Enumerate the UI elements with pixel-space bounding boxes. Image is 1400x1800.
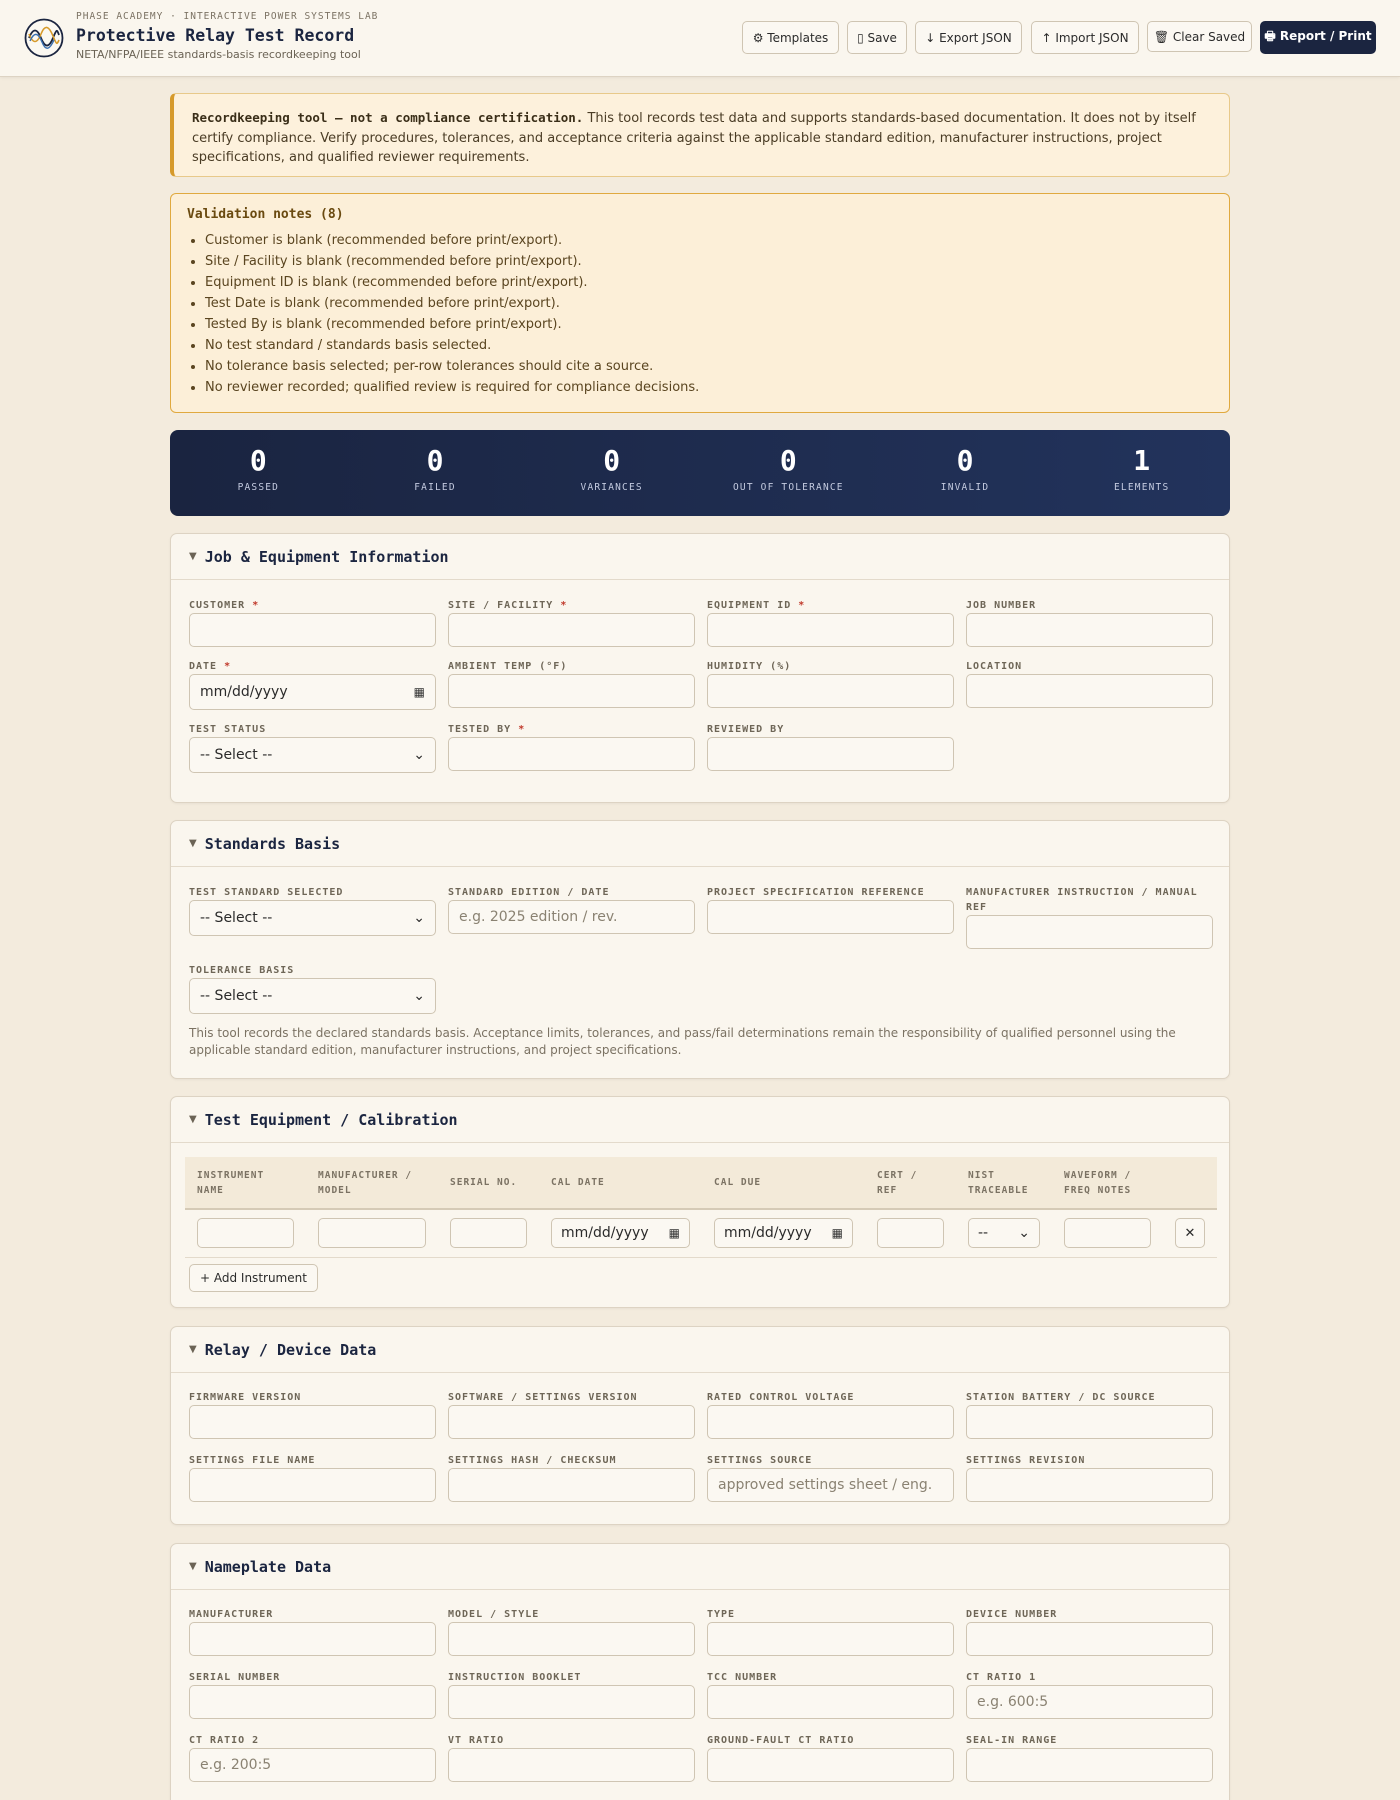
export-json-button[interactable]: ↓ Export JSON: [915, 21, 1022, 54]
settings-hash-label: SETTINGS HASH / CHECKSUM: [448, 1455, 617, 1466]
battery-field[interactable]: [966, 1405, 1213, 1439]
standards-hint: This tool records the declared standards basis. Acceptance limits, tolerances, and pass/fail determinations remain the responsibility of qualified personnel using the applicable standard edition, manufacturer instructions, and project specifications.: [189, 1026, 1176, 1057]
vt-ratio-label: VT RATIO: [448, 1735, 505, 1746]
stat-out-of-tolerance: 0 OUT OF TOLERANCE: [732, 444, 844, 493]
tolerance-basis-select[interactable]: -- Select -- ⌄: [189, 978, 436, 1014]
test-status-select[interactable]: -- Select -- ⌄: [189, 737, 436, 773]
column-header: CAL DATE: [539, 1157, 702, 1209]
battery-label: STATION BATTERY / DC SOURCE: [966, 1392, 1156, 1403]
page-title: Protective Relay Test Record: [76, 26, 355, 45]
save-button[interactable]: ▯ Save: [847, 21, 907, 54]
customer-field[interactable]: [189, 613, 436, 647]
gf-ct-ratio-label: GROUND-FAULT CT RATIO: [707, 1735, 855, 1746]
table-row: [185, 1209, 1217, 1257]
settings-source-field[interactable]: approved settings sheet / eng.: [707, 1468, 954, 1502]
nameplate-section-header[interactable]: [171, 1544, 1229, 1590]
standards-basis-section: [170, 820, 1230, 1079]
section-title: Standards Basis: [204, 834, 341, 853]
brand-kicker: PHASE ACADEMY · INTERACTIVE POWER SYSTEMS LAB: [76, 11, 379, 22]
phase-wave-logo-icon: [24, 18, 64, 58]
stat-failed: 0 FAILED: [414, 444, 456, 493]
serial-no-input[interactable]: [450, 1218, 527, 1248]
column-header: MANUFACTURER / MODEL: [306, 1157, 438, 1209]
collapse-caret-icon: ▼: [189, 1114, 197, 1125]
ct-ratio-1-field[interactable]: e.g. 600:5: [966, 1685, 1213, 1719]
nist-traceable-select[interactable]: -- ⌄: [968, 1218, 1040, 1248]
test-standard-select[interactable]: -- Select -- ⌄: [189, 900, 436, 936]
validation-item: • No reviewer recorded; qualified review is required for compliance decisions.: [205, 377, 1213, 398]
software-field[interactable]: [448, 1405, 695, 1439]
section-title: Job & Equipment Information: [204, 547, 449, 566]
cert-ref-input[interactable]: [877, 1218, 944, 1248]
templates-button[interactable]: ⚙ Templates: [742, 21, 839, 54]
cal-date-input[interactable]: mm/dd/yyyy ▦: [551, 1218, 690, 1248]
validation-item: • Equipment ID is blank (recommended before print/export).: [205, 272, 1213, 293]
validation-item: • No tolerance basis selected; per-row tolerances should cite a source.: [205, 356, 1213, 377]
validation-item: • Customer is blank (recommended before print/export).: [205, 230, 1213, 251]
section-title: Relay / Device Data: [204, 1340, 377, 1359]
test-standard-label: TEST STANDARD SELECTED: [189, 887, 344, 898]
settings-hash-field[interactable]: [448, 1468, 695, 1502]
validation-title: Validation notes (8): [187, 207, 344, 222]
control-voltage-label: RATED CONTROL VOLTAGE: [707, 1392, 855, 1403]
relay-section-header[interactable]: [171, 1327, 1229, 1373]
chevron-down-icon: ⌄: [413, 910, 425, 926]
column-header: CERT / REF: [865, 1157, 956, 1209]
model-field[interactable]: [448, 1622, 695, 1656]
location-field[interactable]: [966, 674, 1213, 708]
tcc-number-field[interactable]: [707, 1685, 954, 1719]
cal-due-input[interactable]: mm/dd/yyyy ▦: [714, 1218, 853, 1248]
type-label: TYPE: [707, 1609, 736, 1620]
instruction-booklet-label: INSTRUCTION BOOKLET: [448, 1672, 582, 1683]
remove-instrument-button[interactable]: [1175, 1218, 1205, 1248]
settings-file-field[interactable]: [189, 1468, 436, 1502]
validation-item: • Site / Facility is blank (recommended before print/export).: [205, 251, 1213, 272]
humidity-label: HUMIDITY (%): [707, 661, 792, 672]
section-title: Nameplate Data: [204, 1557, 332, 1576]
reviewed-by-label: REVIEWED BY: [707, 724, 785, 735]
job-section-header[interactable]: [171, 534, 1229, 580]
reviewed-by-field[interactable]: [707, 737, 954, 771]
collapse-caret-icon: ▼: [189, 551, 197, 562]
tolerance-basis-label: TOLERANCE BASIS: [189, 965, 295, 976]
equipment-id-label: EQUIPMENT ID *: [707, 600, 806, 611]
job-number-label: JOB NUMBER: [966, 600, 1037, 611]
nameplate-section: [170, 1543, 1230, 1800]
date-field[interactable]: mm/dd/yyyy ▦: [189, 674, 436, 710]
firmware-field[interactable]: [189, 1405, 436, 1439]
job-equipment-section: [170, 533, 1230, 803]
close-icon: ✕: [1184, 1225, 1196, 1241]
settings-file-label: SETTINGS FILE NAME: [189, 1455, 316, 1466]
tested-by-label: TESTED BY *: [448, 724, 526, 735]
serial-number-label: SERIAL NUMBER: [189, 1672, 281, 1683]
humidity-field[interactable]: [707, 674, 954, 708]
chevron-down-icon: ⌄: [1018, 1225, 1030, 1242]
mfr-ref-field[interactable]: [966, 915, 1213, 949]
test-status-label: TEST STATUS: [189, 724, 267, 735]
page-subtitle: NETA/NFPA/IEEE standards-basis recordkeeping tool: [76, 48, 361, 61]
column-header-actions: [1163, 1157, 1217, 1209]
control-voltage-field[interactable]: [707, 1405, 954, 1439]
validation-item: • Test Date is blank (recommended before print/export).: [205, 293, 1213, 314]
device-number-label: DEVICE NUMBER: [966, 1609, 1058, 1620]
validation-notes: [170, 193, 1230, 413]
manufacturer-label: MANUFACTURER: [189, 1609, 274, 1620]
validation-item: • No test standard / standards basis selected.: [205, 335, 1213, 356]
instruction-booklet-field[interactable]: [448, 1685, 695, 1719]
ct-ratio-2-field[interactable]: e.g. 200:5: [189, 1748, 436, 1782]
ambient-temp-label: AMBIENT TEMP (°F): [448, 661, 568, 672]
instrument-name-input[interactable]: [197, 1218, 294, 1248]
summary-stats: [170, 430, 1230, 516]
vt-ratio-field[interactable]: [448, 1748, 695, 1782]
collapse-caret-icon: ▼: [189, 838, 197, 849]
column-header: CAL DUE: [702, 1157, 865, 1209]
equipment-id-field[interactable]: [707, 613, 954, 647]
settings-revision-field[interactable]: [966, 1468, 1213, 1502]
edition-field[interactable]: e.g. 2025 edition / rev.: [448, 900, 695, 934]
chevron-down-icon: ⌄: [413, 747, 425, 763]
location-label: LOCATION: [966, 661, 1023, 672]
stat-invalid: 0 INVALID: [940, 444, 990, 493]
stat-elements: 1 ELEMENTS: [1114, 444, 1170, 493]
top-bar: [0, 0, 1400, 77]
instrument-table: [185, 1157, 1217, 1258]
tcc-number-label: TCC NUMBER: [707, 1672, 778, 1683]
add-instrument-button[interactable]: + Add Instrument: [189, 1264, 318, 1292]
test-equipment-section: [170, 1096, 1230, 1308]
validation-item: • Tested By is blank (recommended before print/export).: [205, 314, 1213, 335]
stat-passed: 0 PASSED: [237, 444, 280, 493]
column-header: WAVEFORM / FREQ NOTES: [1052, 1157, 1163, 1209]
notice-heading: Recordkeeping tool — not a compliance certification.: [192, 110, 584, 125]
job-number-field[interactable]: [966, 613, 1213, 647]
notice-text: This tool records test data and supports standards-based documentation. It does not by itself certify compliance. Verify procedures, tolerances, and acceptance criteria against the applicable standard edition, manufacturer instructions, project specifications, and qualified reviewer requirements.: [192, 111, 1196, 165]
project-spec-field[interactable]: [707, 900, 954, 934]
ct-ratio-2-label: CT RATIO 2: [189, 1735, 260, 1746]
device-number-field[interactable]: [966, 1622, 1213, 1656]
seal-in-range-label: SEAL-IN RANGE: [966, 1735, 1058, 1746]
site-field[interactable]: [448, 613, 695, 647]
collapse-caret-icon: ▼: [189, 1344, 197, 1355]
calendar-icon[interactable]: ▦: [668, 1226, 680, 1241]
table-header-row: [185, 1157, 1217, 1209]
column-header: INSTRUMENT NAME: [185, 1157, 306, 1209]
mfr-ref-label: MANUFACTURER INSTRUCTION / MANUAL REF: [966, 887, 1198, 913]
settings-revision-label: SETTINGS REVISION: [966, 1455, 1086, 1466]
project-spec-label: PROJECT SPECIFICATION REFERENCE: [707, 887, 925, 898]
section-title: Test Equipment / Calibration: [204, 1110, 458, 1129]
compliance-notice: [170, 93, 1230, 177]
test-equipment-section-header[interactable]: [171, 1097, 1229, 1143]
site-label: SITE / FACILITY *: [448, 600, 568, 611]
report-print-button[interactable]: 🖶 Report / Print: [1260, 21, 1376, 54]
clear-saved-button[interactable]: 🗑 Clear Saved: [1147, 21, 1252, 52]
type-field[interactable]: [707, 1622, 954, 1656]
seal-in-range-field[interactable]: [966, 1748, 1213, 1782]
ambient-temp-field[interactable]: [448, 674, 695, 708]
relay-device-section: [170, 1326, 1230, 1525]
stat-variances: 0 VARIANCES: [580, 444, 643, 493]
column-header: SERIAL NO.: [438, 1157, 539, 1209]
chevron-down-icon: ⌄: [413, 988, 425, 1004]
calendar-icon[interactable]: ▦: [831, 1226, 843, 1241]
standards-section-header[interactable]: [171, 821, 1229, 867]
serial-number-field[interactable]: [189, 1685, 436, 1719]
validation-list: [187, 230, 1213, 398]
settings-source-label: SETTINGS SOURCE: [707, 1455, 813, 1466]
software-label: SOFTWARE / SETTINGS VERSION: [448, 1392, 638, 1403]
gf-ct-ratio-field[interactable]: [707, 1748, 954, 1782]
model-label: MODEL / STYLE: [448, 1609, 540, 1620]
import-json-button[interactable]: ↑ Import JSON: [1031, 21, 1139, 54]
date-label: DATE *: [189, 661, 232, 672]
manufacturer-model-input[interactable]: [318, 1218, 426, 1248]
customer-label: CUSTOMER *: [189, 600, 260, 611]
manufacturer-field[interactable]: [189, 1622, 436, 1656]
edition-label: STANDARD EDITION / DATE: [448, 887, 610, 898]
collapse-caret-icon: ▼: [189, 1561, 197, 1572]
tested-by-field[interactable]: [448, 737, 695, 771]
waveform-notes-input[interactable]: [1064, 1218, 1151, 1248]
calendar-icon[interactable]: ▦: [413, 685, 425, 699]
firmware-label: FIRMWARE VERSION: [189, 1392, 302, 1403]
column-header: NIST TRACEABLE: [956, 1157, 1052, 1209]
ct-ratio-1-label: CT RATIO 1: [966, 1672, 1037, 1683]
